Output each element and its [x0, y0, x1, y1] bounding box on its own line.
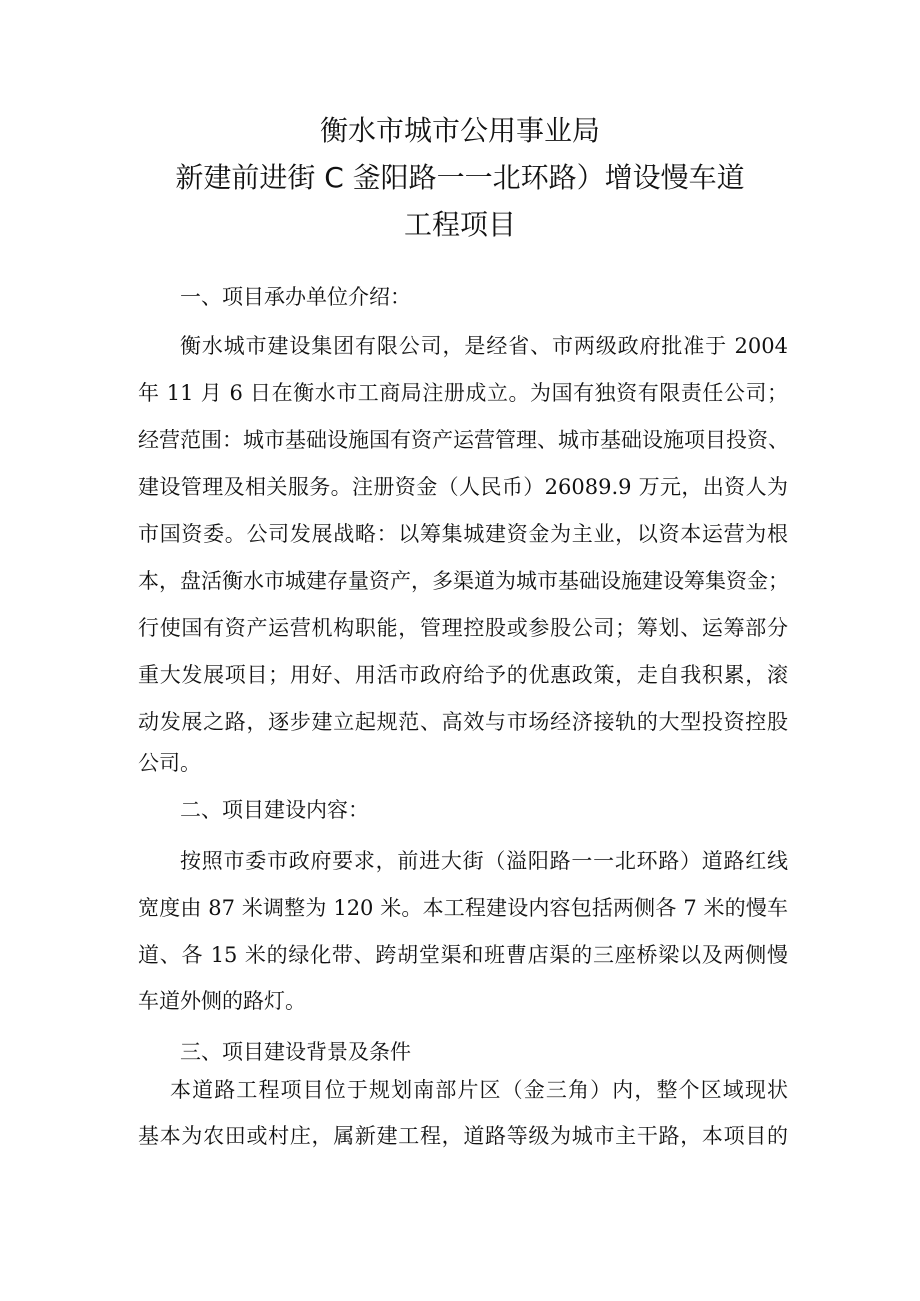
section-2-line: 车道外侧的路灯。	[138, 989, 306, 1013]
section-1-line: 建设管理及相关服务。注册资金（人民币）26089.9 万元，出资人为	[138, 475, 788, 499]
section-1-line: 公司。	[138, 751, 201, 775]
section-3-line: 本道路工程项目位于规划南部片区（金三角）内，整个区域现状	[170, 1078, 788, 1102]
section-1-line: 动发展之路，逐步建立起规范、高效与市场经济接轨的大型投资控股	[138, 710, 788, 734]
section-2-line: 宽度由 87 米调整为 120 米。本工程建设内容包括两侧各 7 米的慢车	[138, 896, 788, 920]
title-line-1: 衡水市城市公用事业局	[319, 114, 600, 147]
section-1-line: 市国资委。公司发展战略：以筹集城建资金为主业，以资本运营为根	[138, 522, 788, 546]
section-1-line: 行使国有资产运营机构职能，管理控股或参股公司；筹划、运筹部分	[138, 616, 788, 640]
section-1-heading: 一、项目承办单位介绍：	[180, 285, 411, 309]
section-1-line: 重大发展项目；用好、用活市政府给予的优惠政策，走自我积累，滚	[138, 663, 788, 687]
section-3-heading: 三、项目建设背景及条件	[180, 1040, 411, 1064]
section-2-heading: 二、项目建设内容：	[180, 798, 369, 822]
title-line-3: 工程项目	[403, 208, 516, 241]
section-1-line: 衡水城市建设集团有限公司，是经省、市两级政府批准于 2004	[180, 334, 788, 358]
section-1-line: 经营范围：城市基础设施国有资产运营管理、城市基础设施项目投资、	[138, 428, 789, 452]
section-2-line: 道、各 15 米的绿化带、跨胡堂渠和班曹店渠的三座桥梁以及两侧慢	[138, 943, 788, 967]
section-1-line: 本，盘活衡水市城建存量资产，多渠道为城市基础设施建设筹集资金；	[138, 569, 789, 593]
title-line-2: 新建前进街 C 釜阳路一一北环路）增设慢车道	[175, 161, 745, 194]
section-2-line: 按照市委市政府要求，前进大街（溢阳路一一北环路）道路红线	[180, 849, 788, 873]
section-3-line: 基本为农田或村庄，属新建工程，道路等级为城市主干路，本项目的	[138, 1124, 788, 1148]
section-1-line: 年 11 月 6 日在衡水市工商局注册成立。为国有独资有限责任公司；	[138, 381, 788, 405]
